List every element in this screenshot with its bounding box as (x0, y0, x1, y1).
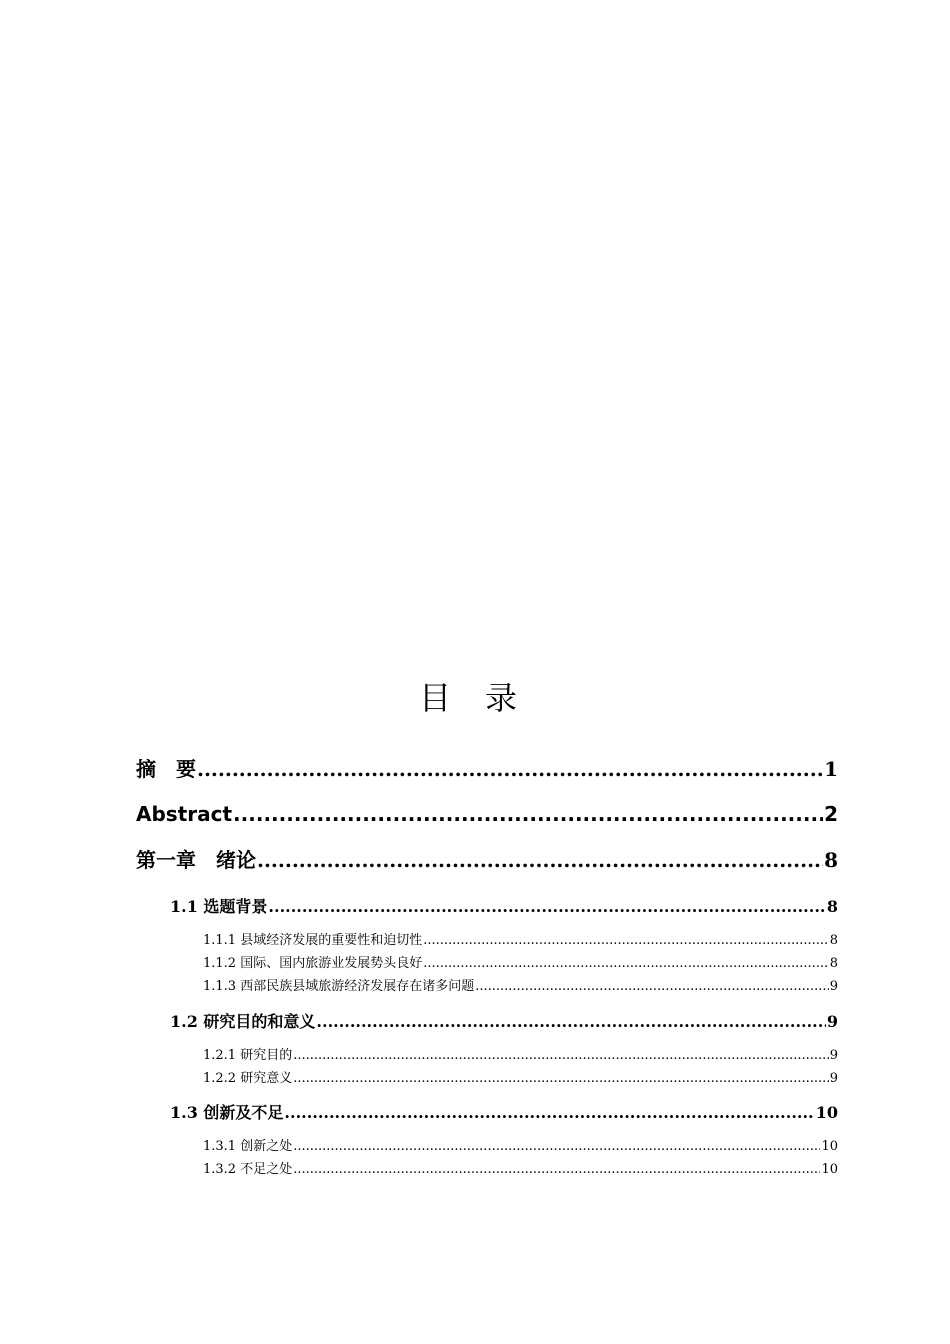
toc-leader-dots (268, 895, 825, 919)
toc-entry-page: 10 (815, 1103, 838, 1122)
toc-title: 目录 (418, 679, 551, 717)
toc-entry-label: 1.1 选题背景 (170, 897, 268, 916)
toc-entry-page: 10 (821, 1139, 838, 1154)
toc-entry-subsection-1-2-1[interactable] (203, 1046, 838, 1066)
toc-entry-abstract-en[interactable] (136, 799, 838, 829)
toc-entry-page: 9 (829, 1071, 838, 1086)
toc-entry-label: Abstract (136, 802, 233, 826)
toc-entry-subsection-1-1-3[interactable] (203, 977, 838, 997)
toc-entry-abstract-cn[interactable] (136, 754, 838, 784)
toc-entry-page: 9 (829, 979, 838, 994)
toc-entry-subsection-1-1-1[interactable] (203, 931, 838, 951)
toc-entry-label: 1.2.2 研究意义 (203, 1071, 293, 1086)
toc-entry-label: 第一章 绪论 (136, 848, 256, 872)
toc-entry-page: 8 (824, 848, 838, 872)
toc-leader-dots (257, 845, 823, 875)
toc-leader-dots (475, 977, 829, 997)
toc-entry-label: 1.2 研究目的和意义 (170, 1012, 316, 1031)
toc-entry-label: 摘 要 (136, 757, 196, 781)
toc-entry-subsection-1-2-2[interactable] (203, 1069, 838, 1089)
toc-leader-dots (293, 1160, 820, 1180)
toc-leader-dots (423, 954, 829, 974)
toc-entry-page: 8 (826, 897, 838, 916)
toc-entry-label: 1.1.2 国际、国内旅游业发展势头良好 (203, 956, 423, 971)
toc-leader-dots (423, 931, 829, 951)
toc-entry-label: 1.1.3 西部民族县域旅游经济发展存在诸多问题 (203, 979, 475, 994)
toc-entry-label: 1.3.1 创新之处 (203, 1139, 293, 1154)
toc-entry-label: 1.3 创新及不足 (170, 1103, 284, 1122)
toc-entry-section-1-2[interactable] (170, 1010, 838, 1034)
toc-leader-dots (293, 1046, 829, 1066)
toc-leader-dots (197, 754, 823, 784)
toc-entry-page: 9 (829, 1048, 838, 1063)
toc-entry-label: 1.2.1 研究目的 (203, 1048, 293, 1063)
toc-entry-label: 1.1.1 县域经济发展的重要性和迫切性 (203, 933, 423, 948)
toc-leader-dots (316, 1010, 825, 1034)
toc-entry-page: 1 (824, 757, 838, 781)
toc-leader-dots (293, 1069, 829, 1089)
toc-leader-dots (293, 1137, 820, 1157)
toc-entry-page: 2 (824, 802, 838, 826)
toc-leader-dots (233, 799, 823, 829)
toc-entry-page: 9 (826, 1012, 838, 1031)
toc-entry-section-1-3[interactable] (170, 1101, 838, 1125)
toc-entry-section-1-1[interactable] (170, 895, 838, 919)
toc-leader-dots (284, 1101, 814, 1125)
toc-entry-subsection-1-3-1[interactable] (203, 1137, 838, 1157)
toc-entry-subsection-1-1-2[interactable] (203, 954, 838, 974)
toc-entry-page: 8 (829, 933, 838, 948)
toc-entry-subsection-1-3-2[interactable] (203, 1160, 838, 1180)
toc-entry-page: 8 (829, 956, 838, 971)
toc-entry-label: 1.3.2 不足之处 (203, 1162, 293, 1177)
toc-entry-page: 10 (821, 1162, 838, 1177)
toc-entry-chapter-1[interactable] (136, 845, 838, 875)
